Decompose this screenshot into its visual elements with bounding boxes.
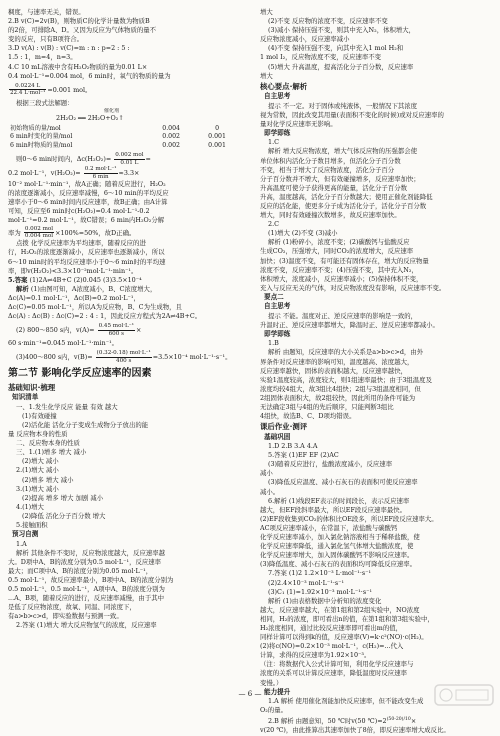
table-row: 6 min时物质的量/mol 0.002 0.001 bbox=[10, 141, 226, 149]
text-line: 反应速率越快，固体的表面积越大，反应速率越快， bbox=[260, 366, 407, 375]
knowledge-list bbox=[8, 403, 240, 530]
answer-line: 2.B 解析 由题意知，50 ℃时v(50 $℃)=2^{(50-20)/10}\times$ bbox=[268, 717, 417, 726]
text-line: 根据三段式法解题： bbox=[16, 98, 74, 107]
text-line: 升温时正、逆反应速率都增大，降温时正、逆反应速率都减小。 bbox=[260, 320, 439, 329]
analysis-line: 6.解析 (1)线段EF表示的时间段长，表示反应速率 bbox=[268, 496, 410, 505]
list-item: 3.(1)增大 减小 bbox=[16, 484, 59, 493]
list-item: (2)活化能 活化分子变成生成物分子放出的能 bbox=[22, 421, 149, 429]
text-line: 加快；(3)温度不变，有可能还有固体存在，增大的反应物量 bbox=[260, 256, 429, 265]
text-line: (3)降低反应温度、减小石灰石的表面积可使反应速率 bbox=[268, 478, 418, 487]
list-item: 5.接触面积 bbox=[16, 521, 48, 530]
text-line: 同样计算可以得到k的值，反应速率(V)=k·c²(NO)·c(H₂)。 bbox=[260, 633, 428, 642]
text-line: 是低了反应物浓度，故氧、同温、同浓度下， bbox=[8, 603, 136, 612]
subsection-heading: 核心要点·解析 bbox=[260, 81, 308, 91]
text-line: 不变，相当于增大了反应物浓度，活化分子百分 bbox=[260, 165, 395, 174]
text-line: 视为常数，因此改变其用量(表面积不变化的时候)或对反应速率的 bbox=[260, 110, 444, 119]
text-line: (2)EF段收集到CO₂的体积比OE段多，所以EF段反应速率大。 bbox=[260, 514, 438, 523]
list-item: 2.(1)增大 减小 bbox=[16, 466, 59, 475]
text-line: 率，即v(H₂O₂)<3.3×10⁻²mol·L⁻¹·min⁻¹。 bbox=[8, 266, 138, 275]
text-line: 1 mol I₂，反应物浓度不变，反应速率不变 bbox=[260, 53, 382, 62]
text-line: (5)增大 升高温度，提高活化分子百分数，反应速率 bbox=[268, 62, 414, 71]
text-line: Δc(A)=0.1 mol·L⁻¹，Δc(B)=0.2 mol·L⁻¹， bbox=[8, 293, 140, 302]
text-line: 提示 不能。温度对正、逆反应速率的影响是一致的， bbox=[268, 311, 418, 320]
analysis-line: 解析 (1)由表格数据中分析知的浓度变化 bbox=[268, 596, 382, 605]
text-line: 的浓度逐渐减小，反应速率减慢，6～10 min的平均反应 bbox=[8, 189, 169, 198]
list-item: 量 反应物本身的性质 bbox=[8, 430, 68, 439]
rate-equation-2: 0.2 mol·L⁻¹，v(H₂O₂)= $\frac{\text{0.2 mol·L⁻¹}}{6 \min}$ ≈3.3× bbox=[8, 166, 140, 180]
text-line: 分子百分数并不增大，但有效碰撞增多，反应速率加快； bbox=[260, 174, 420, 183]
answer-line: 7.答案 (1)2 1.2×10⁻³ L·mol⁻¹·s⁻¹ bbox=[268, 569, 372, 578]
text-line: (2)将c(NO)=0.2×10⁻³ mol·L⁻¹，c(H₂)=...代入 bbox=[260, 642, 404, 651]
text-block bbox=[260, 506, 492, 570]
text-line: 减小。 bbox=[260, 487, 280, 496]
text-line: 实验1温度较高，浓度较大，则1组速率最快；由于3组温度及 bbox=[260, 375, 432, 384]
text-line: 化学反应速率减小，加入氯化钠溶液相当于稀释盐酸，使 bbox=[260, 533, 420, 542]
text-line: 浓度不变，反应速率不变；(4)压强不变，其中充入N₂， bbox=[260, 265, 418, 274]
fraction: $\frac{\text{0.45 mol·L⁻¹}}{600 s}$ bbox=[98, 323, 134, 337]
text-line: 0.5 mol·L⁻¹、0.5 mol·L⁻¹，A项中A、B的浓度分别为 bbox=[8, 585, 165, 593]
list-item: (2)增多 增大 减小 bbox=[22, 475, 74, 484]
text-line: 解析 其他条件不变时，反应物浓度越大，反应速率越 bbox=[16, 548, 166, 557]
answer-line: O₂的量。 bbox=[260, 706, 287, 715]
preview-lines bbox=[8, 549, 240, 631]
text-block bbox=[260, 348, 492, 421]
text-line: 变的反应，只有B项符合。 bbox=[8, 35, 83, 44]
list-item: (2)降低 活化分子百分数 增大 bbox=[22, 511, 106, 520]
text-line: 减小 bbox=[260, 469, 273, 478]
text-block bbox=[260, 102, 492, 129]
three-stage-table bbox=[8, 125, 240, 151]
right-column bbox=[260, 8, 492, 736]
list-item: (2)提高 增多 增大 加剧 减小 bbox=[22, 493, 104, 502]
text-line: 大。D项中A、B的浓度分别为0.5 mol·L⁻¹，反应速率 bbox=[8, 557, 162, 566]
text-line: (1)增大 (2)不变 (3)减小 bbox=[268, 229, 338, 238]
text-line: 提示 不一定。对于固体或纯液体，一般情况下其浓度 bbox=[268, 101, 418, 110]
text-line: 计算，求得的反应速率为1.92×10⁻³。 bbox=[260, 651, 371, 660]
text-line: 4组快，故选B、C、D项均错误。 bbox=[260, 412, 356, 421]
preview-answer: 1.A bbox=[16, 539, 27, 548]
subsection-heading: 基础知识·梳理 bbox=[8, 382, 56, 392]
text-line: 相同，H₂的浓度，即可看出n的值，在第1组和第3组实验中， bbox=[260, 614, 434, 623]
text-line: 界条件对反应速率的影响可知，温度越高、浓度越大， bbox=[260, 357, 414, 366]
text-line: 无法确定3组与4组的先后顺序，只能判断3组比 bbox=[260, 403, 394, 411]
text-line: 稠度，与速率无关，错误。 bbox=[8, 8, 85, 16]
text-block bbox=[260, 606, 492, 688]
text-block bbox=[260, 147, 492, 220]
right-top-lines bbox=[260, 8, 492, 81]
improve-heading: 能力提升 bbox=[264, 687, 291, 696]
text-line: 2.B v(C)=2v(B)，则物质C的化学计量数为物质B bbox=[8, 17, 150, 26]
text-line: (3)减小 保持压强不变，则其中充入N₂，体积增大， bbox=[268, 26, 416, 35]
answer-line: v(20 ℃)，由此推算出其速率加快了8倍，即反应速率增大成反比。 bbox=[260, 726, 450, 735]
text-line: 充入与反应无关的气体，对反应物浓度没有影响，反应速率不变。 bbox=[260, 283, 446, 292]
text-line: 2组固体表面积大，故2组较快，因此所用的条件可能为 bbox=[260, 393, 416, 402]
text-line: 变慢。） bbox=[260, 678, 283, 687]
answer-line: 1.D 2.B 3.A 4.A bbox=[268, 442, 318, 451]
text-line: 可知，反应至6 min时c(H₂O₂)=0.4 mol·L⁻¹-0.2 bbox=[8, 207, 150, 216]
text-line: 增大 bbox=[260, 8, 273, 16]
list-item: (1)有效碰撞 bbox=[22, 411, 57, 420]
text-line: 浓度均较4组大，故3组比4组快；2组与3组温度相同，但 bbox=[260, 384, 421, 393]
self-think-heading: 自主思考 bbox=[264, 302, 291, 311]
text-block bbox=[8, 180, 240, 225]
text-line: （注：将数据代入公式计算可知，利用化学反应速率与 bbox=[260, 660, 414, 669]
answer-line: 5.答案 (1)EF EF (2)AC bbox=[268, 451, 339, 460]
answer-line: (2)2.4×10⁻³ mol·L⁻¹·s⁻¹ bbox=[268, 578, 345, 587]
text-line: 3.D v(A) : v(B) : v(C)=m : n : p=2 : 5 : bbox=[8, 44, 130, 53]
list-item: 一、1.发生化学反应 能量 有效 越大 bbox=[16, 402, 118, 411]
text-line: 反应的活化能，使更多分子成为活化分子，活化分子百分数 bbox=[260, 202, 427, 210]
rate-equation-4: (3)400～800 s内，v(B)= $\frac{\text{(0.32-0.18) mol·L⁻¹}}{400 s}$ =3.5×10⁻⁴ mol·L⁻¹·s⁻¹。 bbox=[16, 350, 232, 364]
list-item: (2)增大 减小 bbox=[22, 457, 59, 466]
text-line: 60 s·min⁻¹=0.045 mol·L⁻¹·min⁻¹。 bbox=[8, 339, 119, 347]
practice-answer: 1.B bbox=[268, 339, 279, 348]
text-line: 浓度的关系可以计算反应速率，降低温度时反应速率 bbox=[260, 669, 407, 678]
decomposition-rate: 率为 $\frac{\text{0.002 mol}}{\text{0.004 mol}}$ ×100%=50%，故D正确。 bbox=[8, 225, 136, 239]
preview-heading: 预习自测 bbox=[12, 530, 39, 539]
text-line: 量对化学反应速率无影响。 bbox=[260, 119, 337, 128]
text-line: 解析 由题知，反应速率的大小关系是a>b>c>d，由外 bbox=[268, 348, 424, 357]
table-row: 初始物质的量/mol 0.004 0 bbox=[10, 124, 219, 132]
text-block bbox=[8, 239, 240, 275]
text-line: 0.4 mol·L⁻¹=0.004 mol，6 min时，氧气的物质的量为 bbox=[8, 71, 171, 80]
reaction-equation: 催化剂 2H₂O₂ ══ 2H₂O+O₂↑ bbox=[56, 107, 124, 122]
text-line: 2.答案 (1)增大 增大反应物氢气的浓度，反应速率 bbox=[16, 621, 157, 630]
left-column bbox=[8, 8, 240, 630]
text-line: 点拨 化学反应速率为平均速率，随着反应的进 bbox=[16, 239, 146, 248]
self-think-heading: 自主思考 bbox=[264, 92, 291, 101]
text-line: ...A、B项，随着反应的进行，反应速率减慢，由于其中 bbox=[8, 594, 164, 603]
text-line: 升高温度可使分子获得更高的能量，活化分子百分数 bbox=[260, 183, 407, 192]
text-line: 增大 bbox=[260, 71, 273, 80]
rate-equation-1: 则0～6 min时间内，Δc(H₂O₂)= $\frac{\text{0.002 mol}}{0.01 L}$ = bbox=[16, 152, 151, 166]
page-number: — 6 — bbox=[238, 690, 262, 698]
o2-equation: $\frac{0.0224 L}{\text{22.4 L·mol⁻¹}}$ =0.001 mol。 bbox=[10, 82, 92, 97]
watermark-stamp-icon bbox=[434, 684, 494, 706]
knowledge-heading: 知识清单 bbox=[12, 393, 39, 402]
text-line: Δc(A) : Δc(B) : Δc(C)=2 : 4 : 1，因此反应方程式为2A⇌4B+C。 bbox=[8, 312, 202, 321]
text-line: H₂浓度相同，通过比较反应速率即可看出m的值， bbox=[260, 623, 403, 632]
text-line: 体积增大，浓度减小，反应速率减小；(5)保持体积不变， bbox=[260, 274, 423, 283]
text-line: 10⁻² mol·L⁻¹·min⁻¹，故A正确；随着反应进行，H₂O₂ bbox=[8, 180, 166, 189]
text-line: 4.C 10 mL溶液中含有H₂O₂物质的量为0.01 L× bbox=[8, 62, 148, 71]
practice-heading: 即学即练 bbox=[264, 329, 291, 338]
text-line: 单位体积内活化分子数目增多，但活化分子百分数 bbox=[260, 156, 401, 165]
text-line: 的2倍，可排除A、D。又因为反应为气体物质的量不 bbox=[8, 26, 157, 35]
key-point-heading: 要点二 bbox=[264, 292, 284, 301]
table-row: 6 min时变化的量/mol 0.002 0.001 bbox=[10, 133, 226, 141]
text-line: 增大，同时有效碰撞次数增多，故反应速率加快。 bbox=[260, 211, 401, 220]
text-line: 行，H₂O₂的浓度逐渐减小，反应速率也逐渐减小，所以 bbox=[8, 248, 165, 257]
section-title: 第二节 影响化学反应速率的因素 bbox=[8, 367, 152, 379]
exponent: (50-20)/10 bbox=[386, 717, 411, 723]
text-block bbox=[260, 312, 492, 330]
fraction: $\frac{\text{0.002 mol}}{\text{0.004 mol}}$ bbox=[24, 225, 54, 239]
text-line: Δc(C)=0.05 mol·L⁻¹，所以A为反应物，B、C为生成物，且 bbox=[8, 303, 182, 311]
list-item: 4.(1)增大 bbox=[16, 502, 44, 511]
fraction: $\frac{0.0224 L}{\text{22.4 L·mol⁻¹}}$ bbox=[10, 82, 46, 97]
text-line: 速率小于0～6 min时间内反应速率，故B正确；由A计算 bbox=[8, 198, 168, 207]
answer-line: (3)C₁ (1)=1.92×10⁻³ mol·L⁻¹·s⁻¹ bbox=[268, 587, 373, 596]
analysis-5: 解析 (1)由图可知，A浓度减小，B、C浓度增大， bbox=[16, 284, 157, 293]
text-line: 最大；而C项中A、B的浓度分别为0.05 mol·L⁻¹， bbox=[8, 566, 153, 575]
text-block bbox=[260, 229, 492, 293]
consolidation-heading: 基础巩固 bbox=[264, 432, 291, 441]
text-line: mol·L⁻¹=0.2 mol·L⁻¹，故C错误；6 min内H₂O₂分解 bbox=[8, 216, 165, 225]
text-block bbox=[260, 460, 492, 496]
text-line: 解析 (1)粉碎小，浓度不变；(2)碳酸钙与盐酸反应 bbox=[268, 238, 410, 247]
fraction: $\frac{\text{(0.32-0.18) mol·L⁻¹}}{400 s}$ bbox=[96, 350, 151, 364]
text-line: AC项反应速率减小，在常温下，浓盐酸与碳酸钙 bbox=[260, 523, 398, 532]
text-line: 化学反应速率降低，通入氯化氢气体增大盐酸浓度，使 bbox=[260, 542, 414, 551]
text-line: 有a>b>c>d，即实验数据与预测一致。 bbox=[8, 612, 123, 621]
text-line: 生成CO₂，压强增大，同时CO₂的浓度增大，反应速率 bbox=[260, 247, 414, 256]
text-block bbox=[8, 294, 240, 321]
practice-answer: 1.C bbox=[268, 138, 279, 147]
text-line: (3)降低温度、减小石灰石的表面积均可降低反应速率。 bbox=[260, 560, 417, 569]
subsection-heading: 课后作业·测评 bbox=[260, 422, 308, 432]
answer-5: 5.答案 (1)2A⇌4B+C (2)0.045 (3)3.5×10⁻⁴ bbox=[8, 275, 142, 284]
text-line: 反应物浓度减小，反应速率减小 bbox=[260, 35, 350, 44]
list-item: 二、反应物本身的性质 bbox=[16, 439, 80, 448]
text-line: 越大，反应速率越大，在第1组和第2组实验中，NO浓度 bbox=[260, 605, 420, 614]
text-line: 化学反应速率增大，加入固体碳酸钙不影响反应速率。 bbox=[260, 551, 414, 560]
answer-line: 1.A 解析 使用催化剂能加快反应速率，但不能改变生成 bbox=[268, 697, 424, 706]
text-line: 升高，温度越高，活化分子百分数越大；使用正催化剂能降低 bbox=[260, 192, 433, 201]
text-line: 0.5 mol·L⁻¹，故反应速率最小，B项中A、B的浓度分别为 bbox=[8, 575, 174, 584]
practice-answer: 2.C bbox=[268, 220, 279, 229]
text-line: (2)不变 反应物的浓度不变，反应速率不变 bbox=[268, 17, 388, 26]
fraction: $\frac{\text{0.2 mol·L⁻¹}}{6 \min}$ bbox=[84, 166, 117, 180]
rate-equation-3: (2) 800～850 s内，v(A)= $\frac{\text{0.45 mol·L⁻¹}}{600 s}$ × bbox=[16, 323, 142, 337]
text-line: 越大，但EF段斜率最大，所以EF段反应速率最快。 bbox=[260, 505, 407, 514]
text-line: (4)不变 保持压强不变，向其中充入1 mol H₂和 bbox=[268, 44, 404, 53]
text-line: 解析 增大反应物浓度，增大气体反应物的压强都会使 bbox=[268, 147, 418, 156]
text-line: 1.5 : 1，m=4，n=3。 bbox=[8, 53, 77, 62]
list-item: 三、1.(1)增多 增大 减小 bbox=[16, 448, 87, 457]
left-pre-lines bbox=[8, 8, 240, 81]
text-line: 6～10 min时的平均反应速率小于0～6 min时的平均速 bbox=[8, 257, 166, 266]
fraction: $\frac{\text{0.002 mol}}{0.01 L}$ bbox=[115, 152, 144, 166]
text-line: (3)随着反应进行，盐酸浓度减小，反应速率 bbox=[268, 460, 393, 469]
practice-heading: 即学即练 bbox=[264, 128, 291, 137]
